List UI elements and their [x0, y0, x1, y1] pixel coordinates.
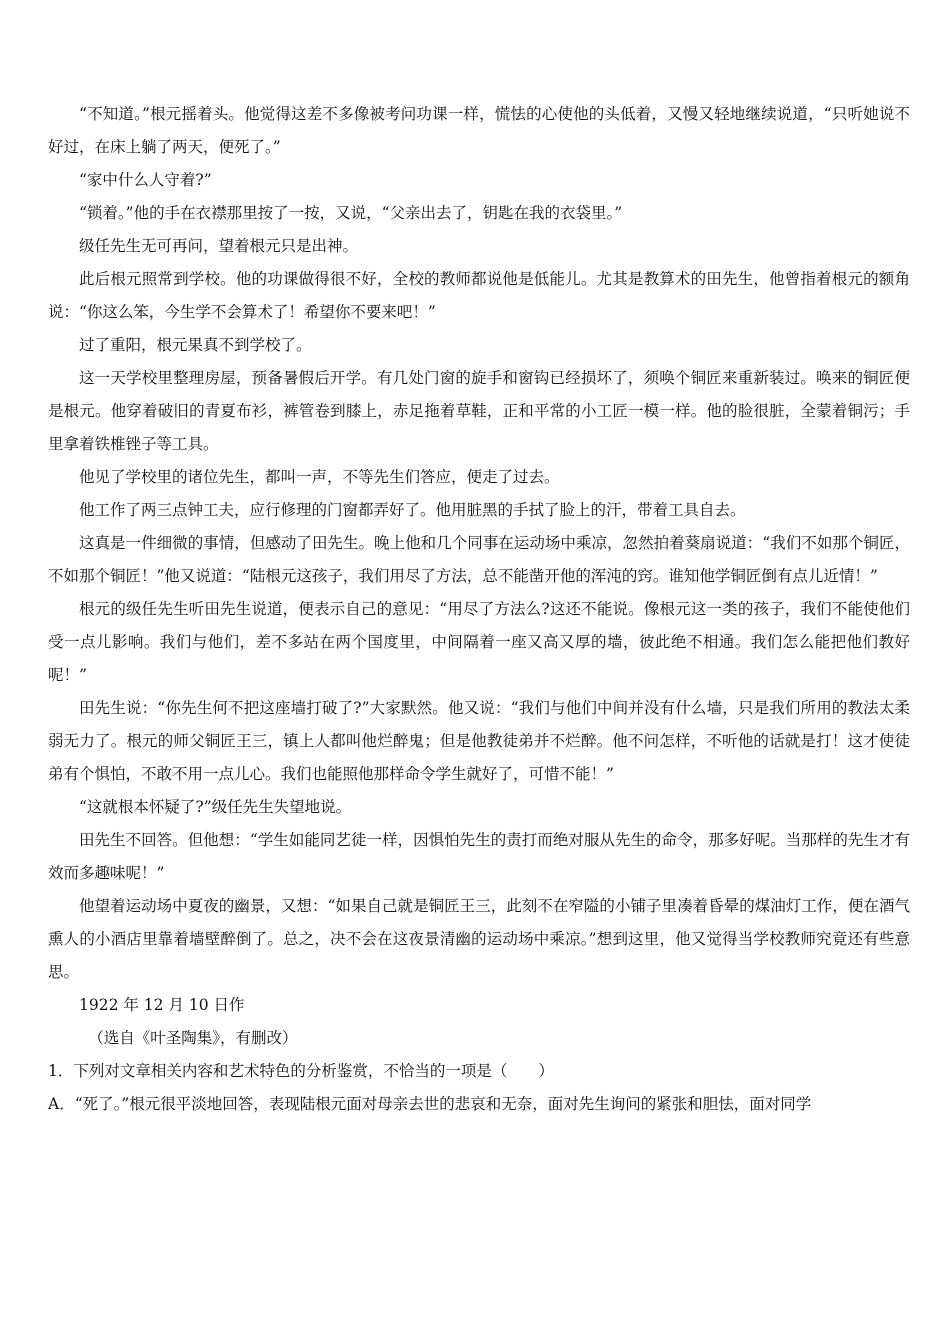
paragraph: 田先生说：“你先生何不把这座墙打破了?”大家默然。他又说：“我们与他们中间并没有什么墙，只是我们所用的教法太柔弱无力了。根元的师父铜匠王三，镇上人都叫他烂醉鬼；但是他教徒弟并不烂醉。他不问怎样，不听他的话就是打！这才使徒弟有个惧怕，不敢不用一点儿心。我们也能照他那样命令学生就好了，可惜不能！” [48, 699, 910, 783]
paragraph: “这就根本怀疑了?”级任先生失望地说。 [79, 798, 352, 816]
paragraph: “锁着。”他的手在衣襟那里按了一按，又说，“父亲出去了，钥匙在我的衣袋里。” [79, 204, 623, 222]
paragraph: 此后根元照常到学校。他的功课做得很不好，全校的教师都说他是低能儿。尤其是教算术的田先生，他曾指着根元的额角说：“你这么笨，今生学不会算术了！希望你不要来吧！” [48, 270, 910, 321]
paragraph: 这一天学校里整理房屋，预备暑假后开学。有几处门窗的旋手和窗钩已经损坏了，须唤个铜匠来重新装过。唤来的铜匠便是根元。他穿着破旧的青夏布衫，裤管卷到膝上，赤足拖着草鞋，正和平常的小工匠一模一样。他的脸很脏，全蒙着铜污；手里拿着铁椎锉子等工具。 [48, 369, 910, 453]
paragraph: 这真是一件细微的事情，但感动了田先生。晚上他和几个同事在运动场中乘凉，忽然拍着葵扇说道：“我们不如那个铜匠，不如那个铜匠！”他又说道：“陆根元这孩子，我们用尽了方法，总不能凿开他的浑沌的窍。谁知他学铜匠倒有点儿近情！” [48, 534, 910, 585]
question-stem: 1．下列对文章相关内容和艺术特色的分析鉴赏，不恰当的一项是（ ） [48, 1062, 554, 1080]
paragraph: 他见了学校里的诸位先生，都叫一声，不等先生们答应，便走了过去。 [79, 468, 560, 486]
paragraph: 他工作了两三点钟工夫，应行修理的门窗都弄好了。他用脏黑的手拭了脸上的汗，带着工具自去。 [79, 501, 746, 519]
answer-option-a: A．“死了。”根元很平淡地回答，表现陆根元面对母亲去世的悲哀和无奈，面对先生询问的紧张和胆怯，面对同学 [48, 1095, 812, 1113]
paragraph: 级任先生无可再问，望着根元只是出神。 [79, 237, 359, 255]
source-line: （选自《叶圣陶集》，有删改） [88, 1029, 298, 1047]
paragraph: 过了重阳，根元果真不到学校了。 [79, 336, 312, 354]
paragraph: 他望着运动场中夏夜的幽景，又想：“如果自己就是铜匠王三，此刻不在窄隘的小铺子里凑着昏晕的煤油灯工作，便在酒气熏人的小酒店里靠着墙壁醉倒了。总之，决不会在这夜景清幽的运动场中乘凉。”想到这里，他又觉得当学校教师究竟还有些意思。 [48, 897, 910, 981]
date-line: 1922 年 12 月 10 日作 [79, 996, 245, 1014]
paragraph: 田先生不回答。但他想：“学生如能同艺徒一样，因惧怕先生的责打而绝对服从先生的命令，那多好呢。当那样的先生才有效而多趣味呢！” [48, 831, 910, 882]
paragraph: “不知道。”根元摇着头。他觉得这差不多像被考问功课一样，慌怯的心使他的头低着，又慢又轻地继续说道，“只听她说不好过，在床上躺了两天，便死了。” [48, 105, 910, 156]
document-page [48, 98, 910, 1121]
paragraph: 根元的级任先生听田先生说道，便表示自己的意见：“用尽了方法么?这还不能说。像根元这一类的孩子，我们不能使他们受一点儿影响。我们与他们，差不多站在两个国度里，中间隔着一座又高又厚的墙，彼此绝不相通。我们怎么能把他们教好呢！” [48, 600, 910, 684]
paragraph: “家中什么人守着?” [79, 171, 212, 189]
